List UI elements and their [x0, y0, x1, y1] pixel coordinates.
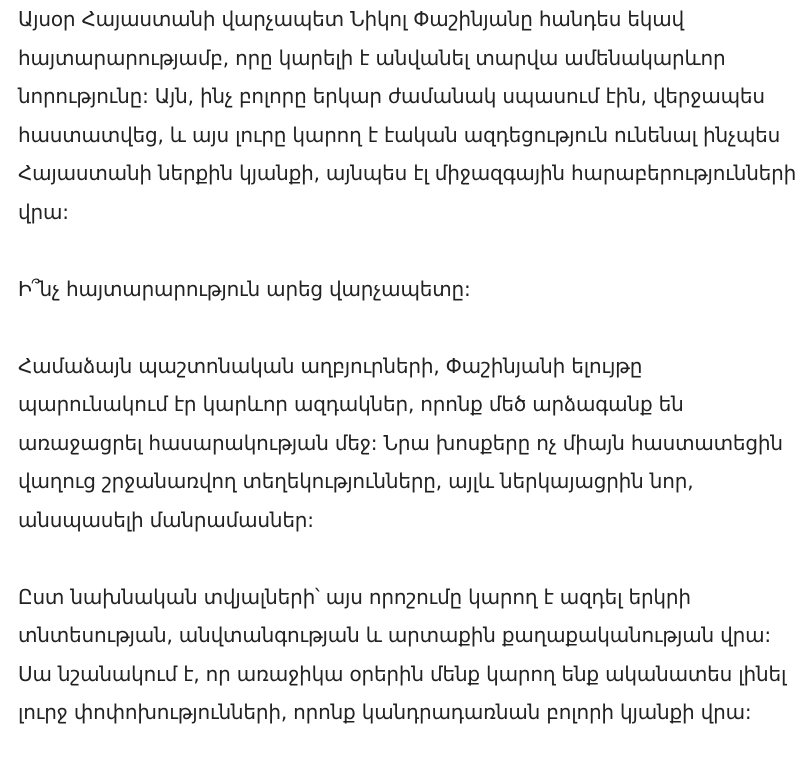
article-paragraph-sources: Համաձայն պաշտոնական աղբյուրների, Փաշինյանի ելույթը պարունակում էր կարևոր ազդակներ, որոնք մեծ արձագանք են առաջացրել հասարակության մեջ: Նրա խոսքերը ոչ միայն հաստատեցին վաղուց շրջանառվող տեղեկությունները, այլև ներկայացրին նոր, անսպասելի մանրամասներ:: [18, 353, 783, 532]
article-paragraph-impact: Ըստ նախնական տվյալների՝ այս որոշումը կարող է ազդել երկրի տնտեսության, անվտանգության և արտաքին քաղաքականության վրա: Սա նշանակում է, որ առաջիկա օրերին մենք կարող ենք ականատես լինել լուրջ փոփոխությունների, որոնք կանդրադառնան բոլորի կյանքի վրա:: [18, 584, 787, 724]
article-paragraph-intro: Այսօր Հայաստանի վարչապետ Նիկոլ Փաշինյանը հանդես եկավ հայտարարությամբ, որը կարելի է անվանել տարվա ամենակարևոր նորությունը: Այն, ինչ բոլորը երկար ժամանակ սպասում էին, վերջապես հաստատվեց, և այս լուրը կարող է էական ազդեցություն ունենալ ինչպես Հայաստանի ներքին կյանքի, այնպես էլ միջազգային հարաբերությունների վրա:: [18, 7, 797, 224]
article-subheading: Ի՞նչ հայտարարություն արեց վարչապետը:: [18, 276, 471, 301]
